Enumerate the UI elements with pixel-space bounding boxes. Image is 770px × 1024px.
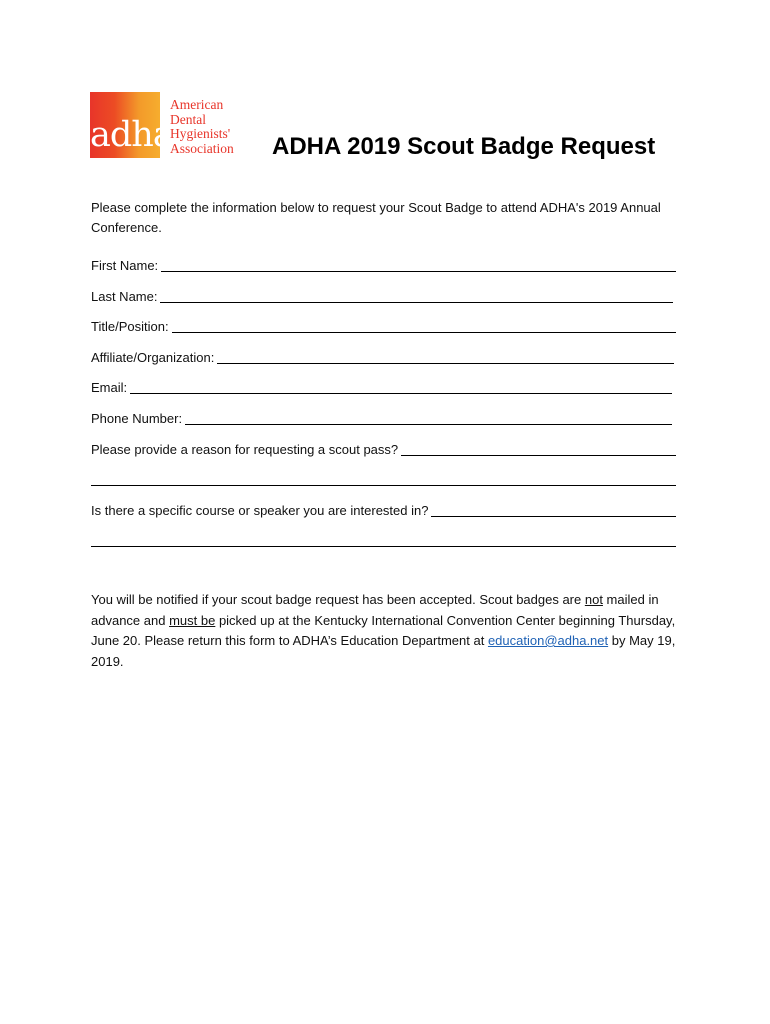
logo-name-line: Dental [170, 111, 206, 127]
title-position-input-line[interactable] [172, 332, 676, 333]
notice-part: by May 19, 2019. [91, 633, 676, 669]
logo-name-line: Hygienists' [170, 126, 231, 141]
course-speaker-input-line[interactable] [431, 516, 676, 517]
reason-continuation-line[interactable] [91, 485, 676, 486]
intro-text: Please complete the information below to request your Scout Badge to attend ADHA's 2019 Annual Conference. [91, 200, 661, 235]
notice-emphasis-must-be: must be [169, 612, 216, 628]
email-input-line[interactable] [130, 393, 672, 394]
logo-name-line: Association [170, 140, 234, 156]
notice-part: You will be notified if your scout badge request has been accepted. Scout badges are [91, 592, 585, 607]
field-label: First Name: [91, 258, 159, 273]
email-field[interactable] [91, 378, 672, 396]
phone-number-field[interactable] [91, 409, 672, 427]
field-label: Affiliate/Organization: [91, 350, 215, 365]
last-name-input-line[interactable] [160, 302, 673, 303]
notice-part: mailed in advance and [91, 592, 659, 628]
notice-emphasis-not: not [584, 592, 603, 607]
notice-part: picked up at the Kentucky International Convention Center beginning Thursday, June 20. Please return this form to ADHA’s Education Department at [91, 612, 676, 648]
course-speaker-continuation-line[interactable] [91, 546, 676, 547]
field-label: Title/Position: [91, 319, 169, 334]
affiliate-organization-field[interactable] [91, 348, 674, 366]
first-name-input-line[interactable] [161, 271, 676, 272]
field-label: Is there a specific course or speaker you are interested in? [91, 503, 429, 518]
logo-name-line: American [170, 97, 224, 112]
reason-field[interactable] [91, 440, 676, 458]
course-speaker-field[interactable] [91, 501, 676, 519]
last-name-field[interactable] [91, 287, 673, 305]
education-email-link[interactable]: education@adha.net [487, 633, 609, 648]
notice-text [91, 590, 691, 672]
title-position-field[interactable] [91, 317, 676, 335]
reason-input-line[interactable] [401, 455, 676, 456]
phone-number-input-line[interactable] [185, 424, 672, 425]
field-label: Last Name: [91, 289, 158, 304]
affiliate-organization-input-line[interactable] [217, 363, 674, 364]
logo-mark: adha [90, 115, 173, 155]
first-name-field[interactable] [91, 256, 676, 274]
field-label: Please provide a reason for requesting a scout pass? [91, 442, 399, 457]
field-label: Email: [91, 380, 128, 395]
page-title: ADHA 2019 Scout Badge Request [272, 133, 656, 160]
adha-logo [90, 92, 240, 160]
field-label: Phone Number: [91, 411, 183, 426]
logo-name [170, 98, 234, 156]
